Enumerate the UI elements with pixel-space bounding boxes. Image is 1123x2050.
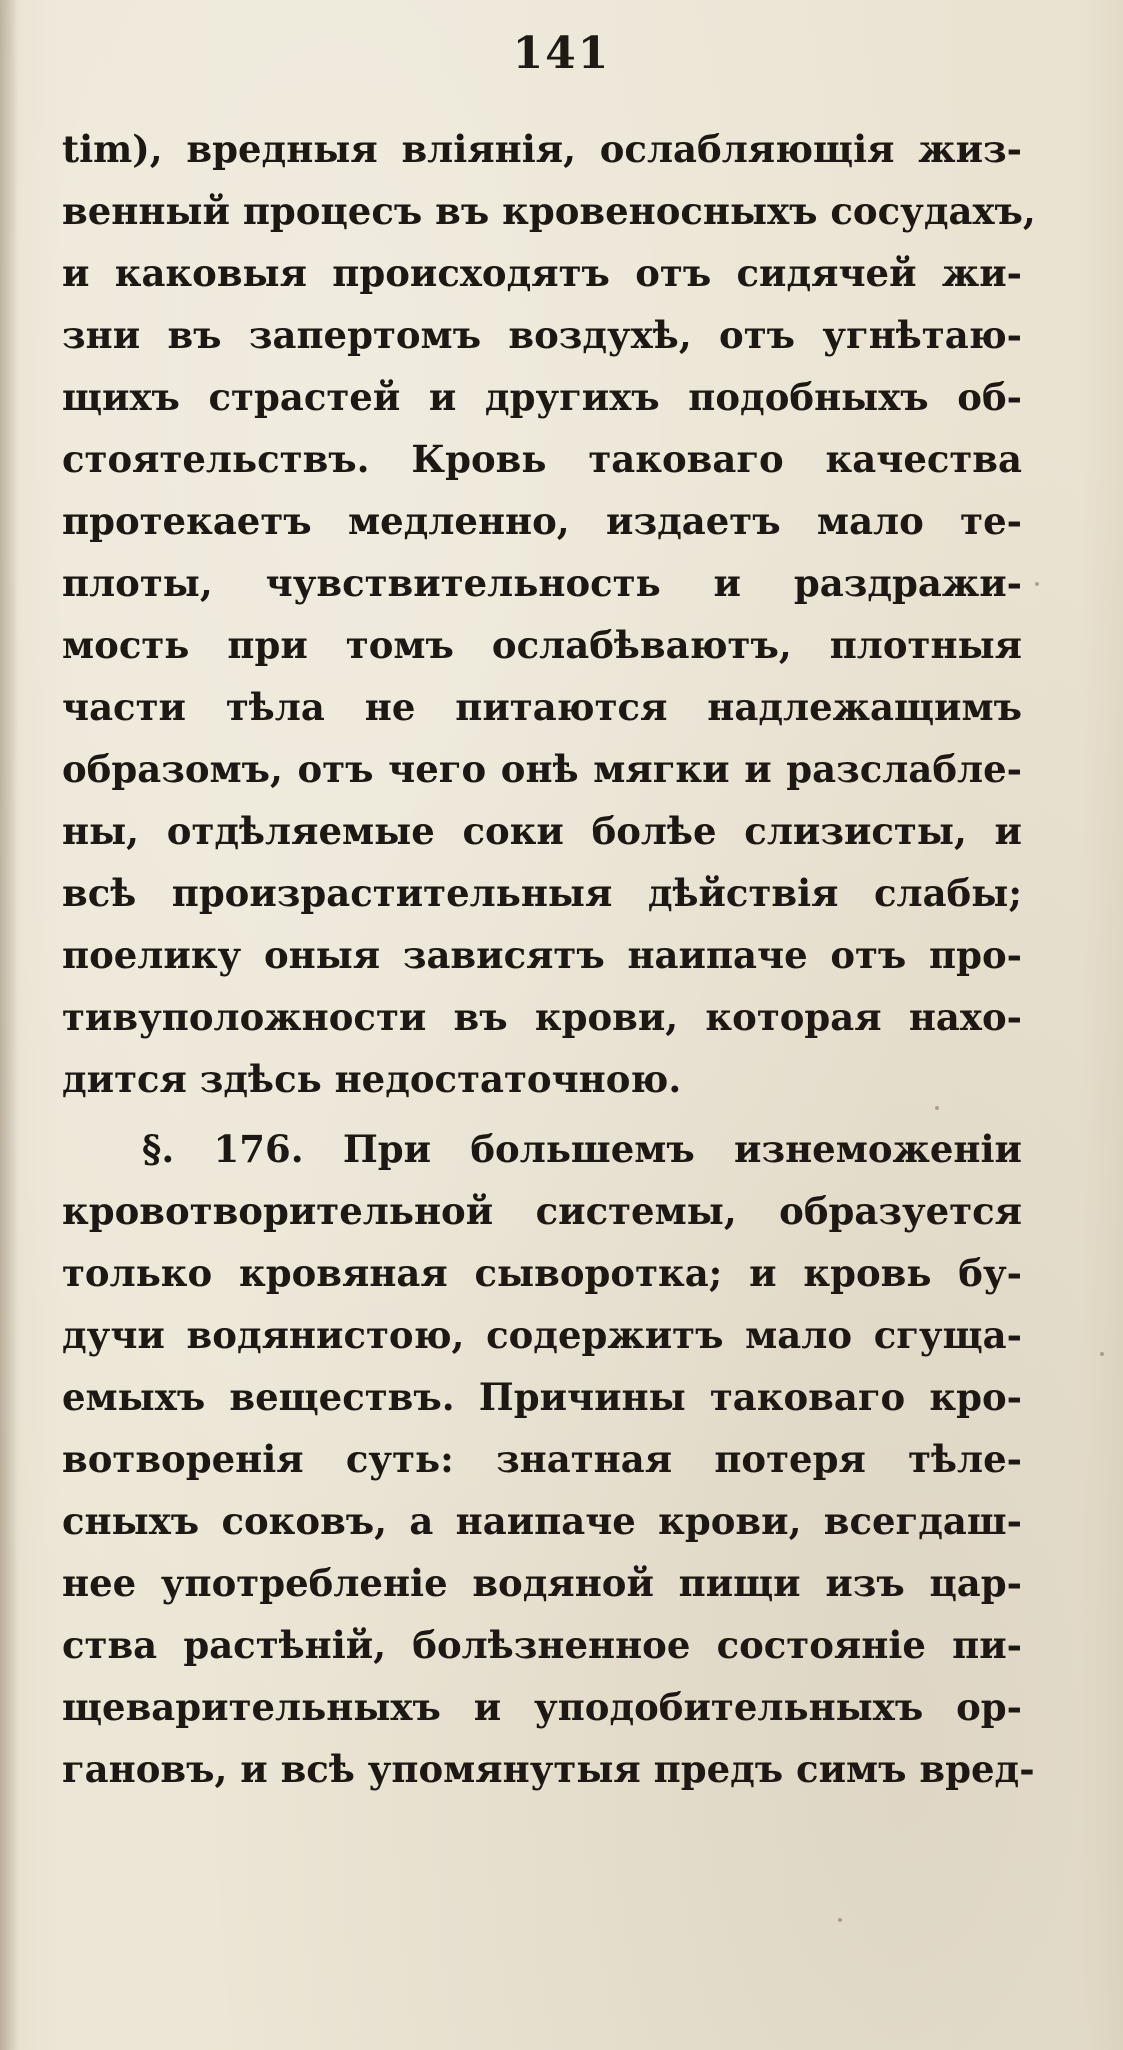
text-line: дится здѣсь недостаточною. — [62, 1057, 682, 1101]
text-line: гановъ, и всѣ упомянутыя предъ симъ вред- — [62, 1747, 1035, 1791]
text-line: ства растѣній, болѣзненное состояніе пи- — [62, 1623, 1022, 1667]
text-line: дучи водянистою, содержитъ мало сгуща- — [62, 1313, 1022, 1357]
page-gutter-shadow — [0, 0, 18, 2050]
text-line: образомъ, отъ чего онѣ мягки и разслабле- — [62, 747, 1022, 791]
page-number: 141 — [512, 28, 611, 79]
text-line: емыхъ веществъ. Причины таковаго кро- — [62, 1375, 1022, 1419]
text-line: нее употребленіе водяной пищи изъ цар- — [62, 1561, 1022, 1605]
text-line: ны, отдѣляемые соки болѣе слизисты, и — [62, 809, 1022, 853]
text-line: только кровяная сыворотка; и кровь бу- — [62, 1251, 1022, 1295]
text-line: и каковыя происходятъ отъ сидячей жи- — [62, 251, 1022, 295]
text-line: стоятельствъ. Кровь таковаго качества — [62, 437, 1022, 481]
paper-speck — [1035, 582, 1039, 586]
text-line: всѣ произрастительныя дѣйствія слабы; — [62, 871, 1022, 915]
paragraph-gap — [62, 1110, 1022, 1118]
text-line: tim), вредныя вліянія, ослабляющія жиз- — [62, 127, 1022, 171]
text-line: мость при томъ ослабѣваютъ, плотныя — [62, 623, 1022, 667]
text-line: сныхъ соковъ, а наипаче крови, всегдаш- — [62, 1499, 1022, 1543]
text-line: плоты, чувствительность и раздражи- — [62, 561, 1022, 605]
text-line: щихъ страстей и другихъ подобныхъ об- — [62, 375, 1022, 419]
paragraph-2 — [62, 1118, 1035, 1800]
section-heading-line: §. 176. При большемъ изнеможеніи — [142, 1127, 1022, 1171]
text-line: протекаетъ медленно, издаетъ мало те- — [62, 499, 1022, 543]
text-line: венный процесъ въ кровеносныхъ сосудахъ, — [62, 189, 1036, 233]
paper-speck — [1100, 1352, 1104, 1356]
paper-speck — [935, 1106, 939, 1110]
text-line: кровотворительной системы, образуется — [62, 1189, 1022, 1233]
paper-speck — [838, 1918, 842, 1922]
text-line: зни въ запертомъ воздухѣ, отъ угнѣтаю- — [62, 313, 1022, 357]
text-line: поелику оныя зависятъ наипаче отъ про- — [62, 933, 1022, 977]
text-line: части тѣла не питаются надлежащимъ — [62, 685, 1022, 729]
text-line: тивуположности въ крови, которая нахо- — [62, 995, 1022, 1039]
body-text — [62, 118, 1036, 1800]
text-line: щеварительныхъ и уподобительныхъ ор- — [62, 1685, 1022, 1729]
text-line: вотворенія суть: знатная потеря тѣле- — [62, 1437, 1022, 1481]
paragraph-1 — [62, 118, 1036, 1110]
